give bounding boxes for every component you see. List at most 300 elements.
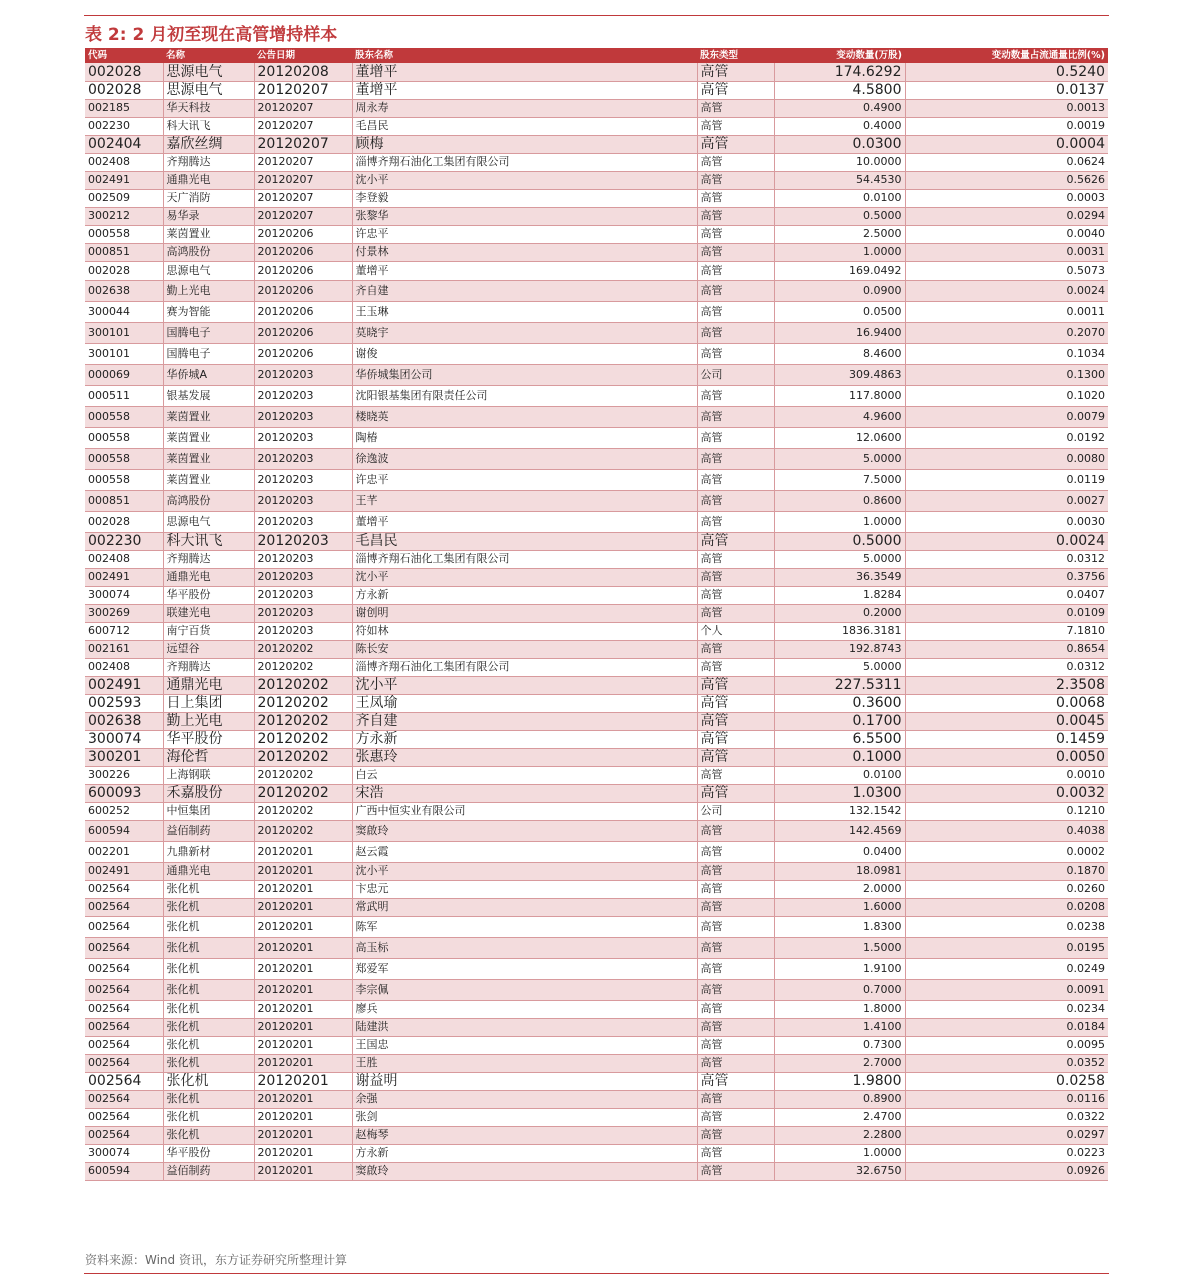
cell-change-ratio: 0.0013 — [905, 99, 1108, 117]
cell-change-ratio: 0.0312 — [905, 658, 1108, 676]
cell-name: 通鼎光电 — [163, 171, 254, 189]
cell-code: 002564 — [85, 880, 163, 898]
cell-change-qty: 117.8000 — [774, 385, 905, 406]
cell-date: 20120206 — [254, 225, 352, 243]
cell-holder-type: 高管 — [697, 748, 774, 766]
cell-code: 002509 — [85, 189, 163, 207]
cell-date: 20120201 — [254, 1162, 352, 1180]
cell-name: 国腾电子 — [163, 343, 254, 364]
cell-date: 20120206 — [254, 322, 352, 343]
table-row — [85, 550, 1108, 568]
cell-holder: 窦啟玲 — [352, 820, 697, 841]
cell-name: 张化机 — [163, 1126, 254, 1144]
table-row — [85, 385, 1108, 406]
cell-code: 002028 — [85, 261, 163, 280]
cell-holder: 周永寿 — [352, 99, 697, 117]
cell-change-ratio: 0.0249 — [905, 958, 1108, 979]
cell-name: 华平股份 — [163, 1144, 254, 1162]
cell-date: 20120202 — [254, 658, 352, 676]
cell-name: 国腾电子 — [163, 322, 254, 343]
cell-name: 通鼎光电 — [163, 676, 254, 694]
cell-date: 20120201 — [254, 916, 352, 937]
cell-change-qty: 8.4600 — [774, 343, 905, 364]
cell-date: 20120208 — [254, 63, 352, 81]
cell-change-qty: 5.0000 — [774, 448, 905, 469]
cell-name: 张化机 — [163, 1090, 254, 1108]
cell-holder: 董增平 — [352, 63, 697, 81]
cell-change-ratio: 0.0024 — [905, 532, 1108, 550]
cell-holder: 李宗佩 — [352, 979, 697, 1000]
cell-date: 20120206 — [254, 301, 352, 322]
cell-holder: 许忠平 — [352, 469, 697, 490]
cell-date: 20120203 — [254, 622, 352, 640]
cell-name: 张化机 — [163, 880, 254, 898]
cell-code: 002564 — [85, 1126, 163, 1144]
cell-change-ratio: 0.0119 — [905, 469, 1108, 490]
cell-change-ratio: 0.0031 — [905, 243, 1108, 261]
cell-change-qty: 0.4900 — [774, 99, 905, 117]
cell-holder: 沈小平 — [352, 862, 697, 880]
cell-holder: 广西中恒实业有限公司 — [352, 802, 697, 820]
cell-change-ratio: 0.0407 — [905, 586, 1108, 604]
cell-code: 600594 — [85, 1162, 163, 1180]
cell-change-qty: 0.0100 — [774, 766, 905, 784]
cell-change-ratio: 0.0068 — [905, 694, 1108, 712]
cell-date: 20120201 — [254, 880, 352, 898]
cell-name: 思源电气 — [163, 261, 254, 280]
cell-date: 20120206 — [254, 261, 352, 280]
table-row — [85, 1000, 1108, 1018]
cell-change-ratio: 0.0208 — [905, 898, 1108, 916]
cell-change-ratio: 0.0624 — [905, 153, 1108, 171]
cell-holder-type: 高管 — [697, 1054, 774, 1072]
cell-change-qty: 1.9100 — [774, 958, 905, 979]
cell-holder-type: 高管 — [697, 280, 774, 301]
cell-change-ratio: 2.3508 — [905, 676, 1108, 694]
cell-holder: 谢俊 — [352, 343, 697, 364]
cell-code: 000558 — [85, 406, 163, 427]
cell-date: 20120207 — [254, 99, 352, 117]
cell-change-ratio: 0.0027 — [905, 490, 1108, 511]
table-row — [85, 676, 1108, 694]
cell-date: 20120203 — [254, 550, 352, 568]
cell-holder: 许忠平 — [352, 225, 697, 243]
table-row — [85, 730, 1108, 748]
cell-change-qty: 0.7300 — [774, 1036, 905, 1054]
cell-holder: 常武明 — [352, 898, 697, 916]
table-row — [85, 1054, 1108, 1072]
cell-code: 002028 — [85, 511, 163, 532]
cell-date: 20120201 — [254, 862, 352, 880]
cell-change-ratio: 0.0045 — [905, 712, 1108, 730]
cell-change-qty: 0.0500 — [774, 301, 905, 322]
cell-name: 张化机 — [163, 1036, 254, 1054]
cell-change-qty: 0.0100 — [774, 189, 905, 207]
cell-holder-type: 高管 — [697, 385, 774, 406]
cell-change-ratio: 0.0352 — [905, 1054, 1108, 1072]
cell-change-ratio: 0.0297 — [905, 1126, 1108, 1144]
cell-date: 20120201 — [254, 1144, 352, 1162]
table-row — [85, 937, 1108, 958]
cell-change-ratio: 0.0312 — [905, 550, 1108, 568]
cell-code: 002564 — [85, 1018, 163, 1036]
cell-change-ratio: 0.0192 — [905, 427, 1108, 448]
cell-date: 20120206 — [254, 280, 352, 301]
cell-name: 张化机 — [163, 958, 254, 979]
cell-holder: 廖兵 — [352, 1000, 697, 1018]
cell-name: 通鼎光电 — [163, 568, 254, 586]
cell-name: 禾嘉股份 — [163, 784, 254, 802]
cell-holder: 楼晓英 — [352, 406, 697, 427]
cell-change-ratio: 0.0080 — [905, 448, 1108, 469]
cell-holder-type: 高管 — [697, 63, 774, 81]
cell-change-ratio: 0.0137 — [905, 81, 1108, 99]
cell-change-qty: 1.6000 — [774, 898, 905, 916]
cell-holder: 莫晓宇 — [352, 322, 697, 343]
cell-change-qty: 0.0300 — [774, 135, 905, 153]
cell-code: 002593 — [85, 694, 163, 712]
cell-change-qty: 2.0000 — [774, 880, 905, 898]
cell-holder: 顾梅 — [352, 135, 697, 153]
cell-change-qty: 132.1542 — [774, 802, 905, 820]
cell-holder-type: 高管 — [697, 99, 774, 117]
cell-change-ratio: 0.0010 — [905, 766, 1108, 784]
cell-change-qty: 1.8300 — [774, 916, 905, 937]
table-row — [85, 448, 1108, 469]
cell-holder: 毛昌民 — [352, 532, 697, 550]
cell-holder-type: 高管 — [697, 916, 774, 937]
cell-code: 002185 — [85, 99, 163, 117]
cell-name: 张化机 — [163, 937, 254, 958]
cell-holder-type: 高管 — [697, 406, 774, 427]
cell-holder-type: 高管 — [697, 243, 774, 261]
cell-holder: 王凤瑜 — [352, 694, 697, 712]
table-row — [85, 748, 1108, 766]
cell-change-qty: 1.8000 — [774, 1000, 905, 1018]
table-row — [85, 490, 1108, 511]
cell-change-ratio: 0.0079 — [905, 406, 1108, 427]
cell-holder: 董增平 — [352, 511, 697, 532]
table-row — [85, 712, 1108, 730]
cell-holder: 董增平 — [352, 261, 697, 280]
cell-change-qty: 54.4530 — [774, 171, 905, 189]
cell-code: 002564 — [85, 937, 163, 958]
table-row — [85, 469, 1108, 490]
cell-name: 天广消防 — [163, 189, 254, 207]
cell-holder-type: 高管 — [697, 712, 774, 730]
table-row — [85, 207, 1108, 225]
cell-code: 002491 — [85, 568, 163, 586]
cell-holder-type: 高管 — [697, 1000, 774, 1018]
cell-name: 科大讯飞 — [163, 532, 254, 550]
cell-change-qty: 1.0000 — [774, 243, 905, 261]
cell-holder-type: 高管 — [697, 81, 774, 99]
header-name: 名称 — [166, 49, 186, 61]
cell-holder: 卞忠元 — [352, 880, 697, 898]
table-row — [85, 604, 1108, 622]
cell-holder-type: 高管 — [697, 766, 774, 784]
cell-change-qty: 4.9600 — [774, 406, 905, 427]
cell-change-ratio: 0.1459 — [905, 730, 1108, 748]
cell-holder: 赵云霞 — [352, 841, 697, 862]
cell-date: 20120203 — [254, 364, 352, 385]
cell-holder-type: 高管 — [697, 189, 774, 207]
cell-code: 300101 — [85, 343, 163, 364]
cell-change-qty: 1.8284 — [774, 586, 905, 604]
cell-holder: 谢创明 — [352, 604, 697, 622]
cell-holder-type: 高管 — [697, 937, 774, 958]
cell-change-qty: 0.8600 — [774, 490, 905, 511]
cell-name: 莱茵置业 — [163, 427, 254, 448]
table-row — [85, 280, 1108, 301]
cell-date: 20120202 — [254, 676, 352, 694]
cell-name: 莱茵置业 — [163, 469, 254, 490]
cell-change-ratio: 0.1300 — [905, 364, 1108, 385]
cell-holder-type: 高管 — [697, 958, 774, 979]
cell-code: 000511 — [85, 385, 163, 406]
cell-change-qty: 2.7000 — [774, 1054, 905, 1072]
cell-code: 002564 — [85, 1036, 163, 1054]
cell-holder-type: 高管 — [697, 1144, 774, 1162]
cell-name: 张化机 — [163, 898, 254, 916]
cell-code: 000851 — [85, 243, 163, 261]
cell-change-ratio: 0.8654 — [905, 640, 1108, 658]
cell-holder: 张惠玲 — [352, 748, 697, 766]
table-row — [85, 63, 1108, 81]
cell-holder: 窦啟玲 — [352, 1162, 697, 1180]
cell-holder: 淄博齐翔石油化工集团有限公司 — [352, 153, 697, 171]
cell-name: 赛为智能 — [163, 301, 254, 322]
cell-holder: 齐自建 — [352, 280, 697, 301]
cell-change-ratio: 0.0011 — [905, 301, 1108, 322]
cell-name: 张化机 — [163, 916, 254, 937]
cell-code: 000851 — [85, 490, 163, 511]
cell-change-ratio: 0.0184 — [905, 1018, 1108, 1036]
cell-holder: 淄博齐翔石油化工集团有限公司 — [352, 658, 697, 676]
cell-name: 高鸿股份 — [163, 243, 254, 261]
cell-date: 20120207 — [254, 135, 352, 153]
cell-change-qty: 2.2800 — [774, 1126, 905, 1144]
table-row — [85, 862, 1108, 880]
table-row — [85, 1018, 1108, 1036]
cell-holder: 王国忠 — [352, 1036, 697, 1054]
table-row — [85, 1162, 1108, 1180]
cell-date: 20120203 — [254, 490, 352, 511]
cell-holder-type: 高管 — [697, 511, 774, 532]
cell-change-qty: 4.5800 — [774, 81, 905, 99]
cell-code: 300201 — [85, 748, 163, 766]
cell-change-qty: 0.1000 — [774, 748, 905, 766]
cell-date: 20120203 — [254, 469, 352, 490]
cell-holder-type: 高管 — [697, 171, 774, 189]
cell-date: 20120203 — [254, 406, 352, 427]
cell-holder-type: 高管 — [697, 427, 774, 448]
cell-change-ratio: 0.1020 — [905, 385, 1108, 406]
cell-holder-type: 高管 — [697, 343, 774, 364]
header-holder-type: 股东类型 — [700, 49, 739, 61]
cell-date: 20120202 — [254, 748, 352, 766]
cell-date: 20120203 — [254, 385, 352, 406]
table-row — [85, 322, 1108, 343]
cell-code: 002230 — [85, 532, 163, 550]
cell-change-qty: 0.5000 — [774, 207, 905, 225]
bottom-rule — [84, 1273, 1109, 1274]
cell-change-qty: 0.3600 — [774, 694, 905, 712]
cell-code: 300074 — [85, 1144, 163, 1162]
cell-name: 嘉欣丝绸 — [163, 135, 254, 153]
cell-holder-type: 高管 — [697, 301, 774, 322]
table-row — [85, 568, 1108, 586]
table-row — [85, 802, 1108, 820]
cell-holder: 宋浩 — [352, 784, 697, 802]
cell-change-ratio: 0.0926 — [905, 1162, 1108, 1180]
table-row — [85, 261, 1108, 280]
cell-change-qty: 0.8900 — [774, 1090, 905, 1108]
table-header-row — [85, 48, 1108, 63]
cell-change-qty: 1.0000 — [774, 511, 905, 532]
cell-holder: 白云 — [352, 766, 697, 784]
cell-name: 科大讯飞 — [163, 117, 254, 135]
cell-holder-type: 高管 — [697, 1018, 774, 1036]
cell-change-ratio: 0.0095 — [905, 1036, 1108, 1054]
cell-name: 日上集团 — [163, 694, 254, 712]
cell-date: 20120203 — [254, 448, 352, 469]
table-row — [85, 532, 1108, 550]
cell-change-ratio: 0.0195 — [905, 937, 1108, 958]
cell-date: 20120206 — [254, 243, 352, 261]
cell-change-ratio: 0.0002 — [905, 841, 1108, 862]
cell-change-qty: 12.0600 — [774, 427, 905, 448]
cell-code: 600252 — [85, 802, 163, 820]
cell-holder-type: 高管 — [697, 1036, 774, 1054]
cell-holder: 徐逸波 — [352, 448, 697, 469]
cell-change-ratio: 7.1810 — [905, 622, 1108, 640]
cell-date: 20120203 — [254, 532, 352, 550]
table-row — [85, 1144, 1108, 1162]
cell-name: 勤上光电 — [163, 280, 254, 301]
cell-date: 20120201 — [254, 1108, 352, 1126]
cell-change-qty: 1.4100 — [774, 1018, 905, 1036]
holdings-table — [85, 48, 1108, 1181]
cell-name: 海伦哲 — [163, 748, 254, 766]
cell-name: 益佰制药 — [163, 1162, 254, 1180]
cell-holder-type: 高管 — [697, 153, 774, 171]
cell-holder-type: 公司 — [697, 802, 774, 820]
cell-name: 张化机 — [163, 1072, 254, 1090]
cell-date: 20120202 — [254, 730, 352, 748]
cell-change-qty: 227.5311 — [774, 676, 905, 694]
cell-holder-type: 高管 — [697, 261, 774, 280]
cell-date: 20120202 — [254, 694, 352, 712]
cell-name: 上海钢联 — [163, 766, 254, 784]
cell-holder-type: 高管 — [697, 586, 774, 604]
cell-code: 002230 — [85, 117, 163, 135]
cell-holder-type: 高管 — [697, 1126, 774, 1144]
table-row — [85, 958, 1108, 979]
cell-change-qty: 169.0492 — [774, 261, 905, 280]
cell-code: 002564 — [85, 916, 163, 937]
cell-change-ratio: 0.0019 — [905, 117, 1108, 135]
cell-name: 张化机 — [163, 1108, 254, 1126]
cell-change-ratio: 0.0260 — [905, 880, 1108, 898]
cell-code: 600093 — [85, 784, 163, 802]
cell-date: 20120207 — [254, 207, 352, 225]
cell-date: 20120201 — [254, 958, 352, 979]
cell-date: 20120203 — [254, 586, 352, 604]
cell-change-ratio: 0.1870 — [905, 862, 1108, 880]
cell-date: 20120201 — [254, 1090, 352, 1108]
table-row — [85, 1126, 1108, 1144]
cell-change-ratio: 0.2070 — [905, 322, 1108, 343]
cell-code: 300226 — [85, 766, 163, 784]
cell-date: 20120202 — [254, 784, 352, 802]
cell-holder-type: 高管 — [697, 1090, 774, 1108]
cell-holder-type: 公司 — [697, 364, 774, 385]
cell-change-qty: 0.1700 — [774, 712, 905, 730]
cell-holder-type: 高管 — [697, 730, 774, 748]
cell-code: 002564 — [85, 898, 163, 916]
cell-holder-type: 高管 — [697, 640, 774, 658]
cell-holder: 沈小平 — [352, 568, 697, 586]
cell-code: 300074 — [85, 730, 163, 748]
cell-date: 20120201 — [254, 979, 352, 1000]
table-row — [85, 640, 1108, 658]
cell-name: 华侨城A — [163, 364, 254, 385]
cell-change-ratio: 0.0116 — [905, 1090, 1108, 1108]
cell-code: 000558 — [85, 469, 163, 490]
cell-change-ratio: 0.0091 — [905, 979, 1108, 1000]
table-row — [85, 343, 1108, 364]
cell-change-qty: 6.5500 — [774, 730, 905, 748]
cell-holder: 付景林 — [352, 243, 697, 261]
cell-change-qty: 1.5000 — [774, 937, 905, 958]
cell-date: 20120201 — [254, 937, 352, 958]
cell-code: 002564 — [85, 1090, 163, 1108]
cell-change-ratio: 0.1210 — [905, 802, 1108, 820]
cell-change-ratio: 0.0024 — [905, 280, 1108, 301]
table-row — [85, 1036, 1108, 1054]
cell-name: 思源电气 — [163, 511, 254, 532]
cell-code: 002404 — [85, 135, 163, 153]
cell-holder-type: 高管 — [697, 820, 774, 841]
cell-change-qty: 174.6292 — [774, 63, 905, 81]
cell-change-qty: 192.8743 — [774, 640, 905, 658]
cell-code: 002564 — [85, 958, 163, 979]
cell-change-ratio: 0.5073 — [905, 261, 1108, 280]
source-note: 资料来源：Wind 资讯，东方证券研究所整理计算 — [85, 1253, 347, 1267]
cell-date: 20120207 — [254, 117, 352, 135]
cell-name: 莱茵置业 — [163, 406, 254, 427]
cell-change-ratio: 0.3756 — [905, 568, 1108, 586]
cell-date: 20120201 — [254, 1018, 352, 1036]
cell-code: 300044 — [85, 301, 163, 322]
cell-date: 20120202 — [254, 766, 352, 784]
cell-code: 002564 — [85, 1108, 163, 1126]
cell-code: 002564 — [85, 979, 163, 1000]
cell-holder: 齐自建 — [352, 712, 697, 730]
cell-change-ratio: 0.0294 — [905, 207, 1108, 225]
cell-change-ratio: 0.0223 — [905, 1144, 1108, 1162]
table-row — [85, 406, 1108, 427]
cell-code: 002408 — [85, 658, 163, 676]
cell-change-qty: 0.4000 — [774, 117, 905, 135]
cell-change-qty: 16.9400 — [774, 322, 905, 343]
cell-change-ratio: 0.0032 — [905, 784, 1108, 802]
cell-holder: 张剑 — [352, 1108, 697, 1126]
table-row — [85, 171, 1108, 189]
table-row — [85, 979, 1108, 1000]
cell-change-ratio: 0.0030 — [905, 511, 1108, 532]
